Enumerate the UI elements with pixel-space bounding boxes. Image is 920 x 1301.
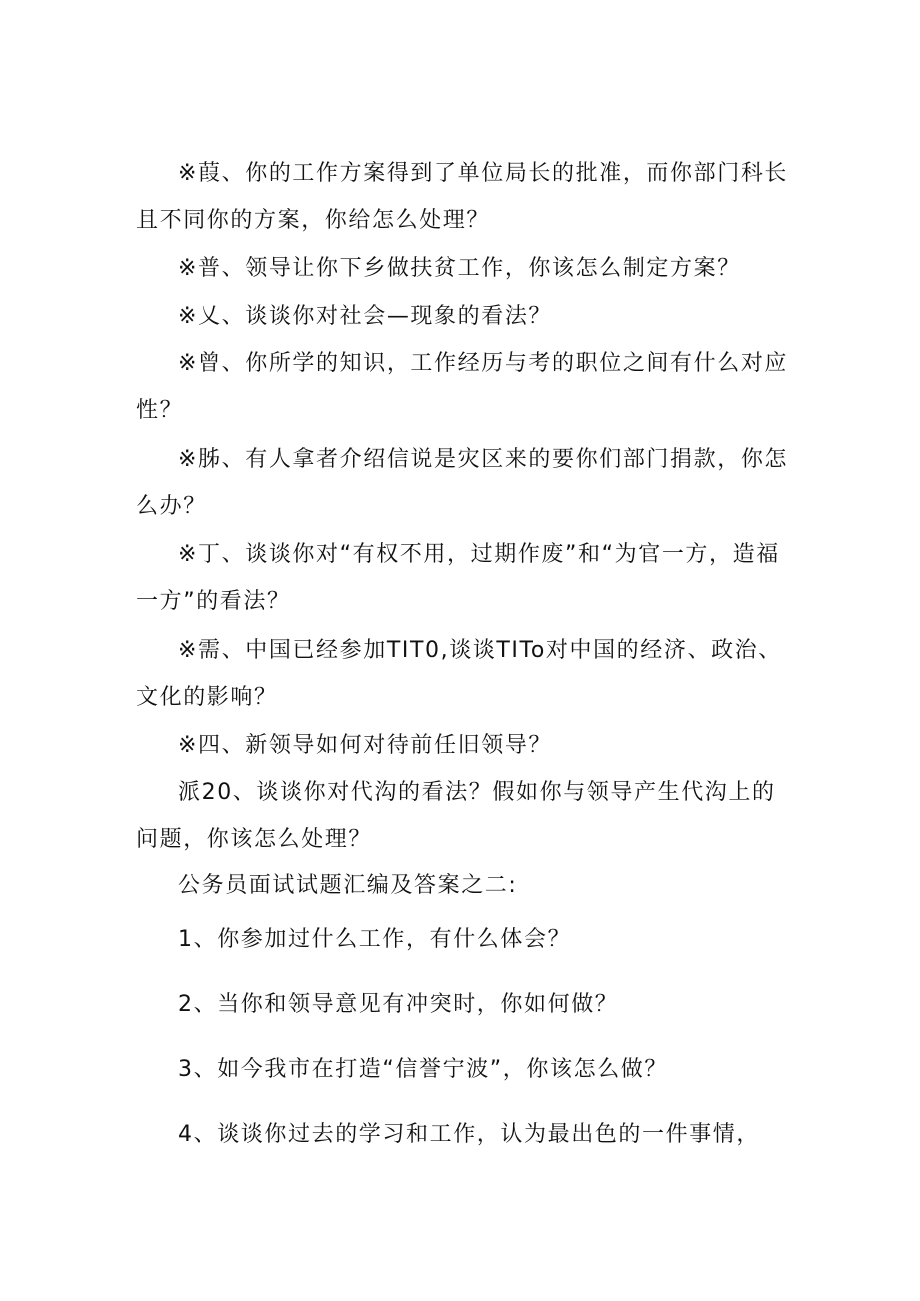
- question-paragraph: ※四、新领导如何对待前任旧领导？: [178, 733, 553, 758]
- question-paragraph: ※普、领导让你下乡做扶贫工作，你该怎么制定方案？: [178, 256, 741, 281]
- section-heading: 公务员面试试题汇编及答案之二:: [178, 873, 518, 898]
- numbered-question: 4、谈谈你过去的学习和工作，认为最出色的一件事情，: [178, 1122, 760, 1147]
- question-paragraph: ※需、中国已经参加TIT0,谈谈TITo对中国的经济、政治、文化的影响？: [136, 638, 782, 710]
- question-paragraph: ※曾、你所学的知识，工作经历与考的职位之间有什么对应性？: [136, 351, 789, 423]
- numbered-question: 1、你参加过什么工作，有什么体会？: [178, 927, 572, 952]
- question-paragraph: ※丁、谈谈你对“有权不用，过期作废”和“为官一方，造福一方”的看法？: [136, 542, 780, 614]
- numbered-question: 2、当你和领导意见有冲突时，你如何做？: [178, 992, 619, 1017]
- question-paragraph: ※胏、有人拿者介绍信说是灾区来的要你们部门捐款，你怎么办？: [136, 447, 789, 519]
- question-paragraph: ※乂、谈谈你对社会—现象的看法？: [178, 304, 553, 329]
- numbered-question: 3、如今我市在打造“信誉宁波”，你该怎么做？: [178, 1057, 668, 1082]
- question-paragraph: 派20、谈谈你对代沟的看法？假如你与领导产生代沟上的问题，你该怎么处理？: [136, 780, 776, 852]
- question-paragraph: ※葭、你的工作方案得到了单位局长的批准，而你部门科长且不同你的方案，你给怎么处理？: [136, 161, 789, 233]
